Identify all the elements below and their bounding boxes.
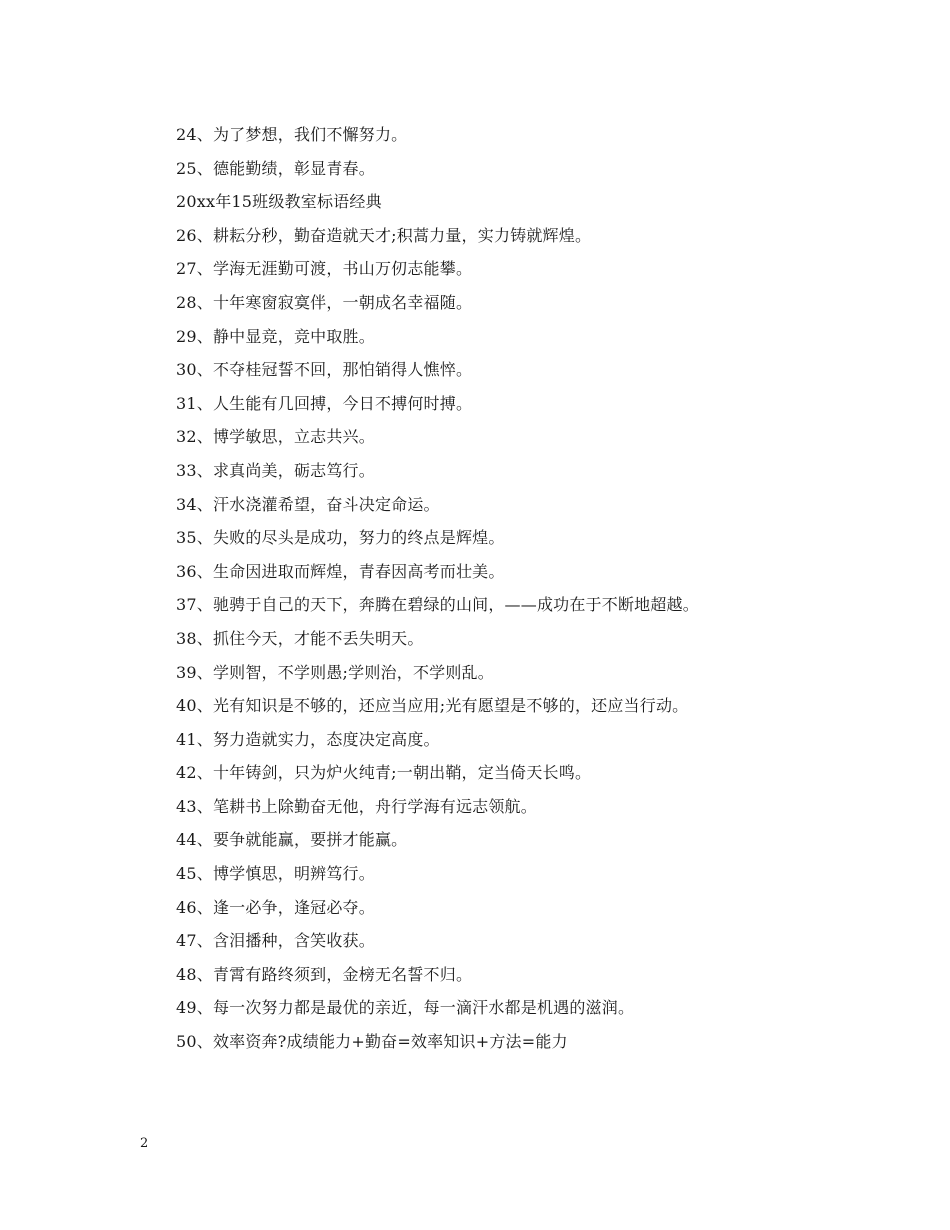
list-item: 28、十年寒窗寂寞伴，一朝成名幸福随。 — [176, 292, 473, 312]
slogan-list — [176, 118, 876, 1059]
list-item: 36、生命因进取而辉煌，青春因高考而壮美。 — [176, 561, 505, 581]
list-item: 39、学则智，不学则愚;学则治，不学则乱。 — [176, 662, 494, 682]
list-item: 29、静中显竞，竞中取胜。 — [176, 326, 375, 346]
list-item: 50、效率资奔?成绩能力+勤奋=效率知识+方法=能力 — [176, 1032, 568, 1052]
list-item: 48、青霄有路终须到，金榜无名誓不归。 — [176, 964, 473, 984]
list-item: 24、为了梦想，我们不懈努力。 — [176, 125, 408, 144]
list-item: 44、要争就能赢，要拼才能赢。 — [176, 830, 408, 850]
list-item: 42、十年铸剑，只为炉火纯青;一朝出鞘，定当倚天长鸣。 — [176, 763, 592, 783]
list-item: 43、笔耕书上除勤奋无他，舟行学海有远志领航。 — [176, 796, 537, 816]
section-heading: 20xx年15班级教室标语经典 — [176, 192, 382, 212]
list-item: 41、努力造就实力，态度决定高度。 — [176, 729, 440, 749]
list-item: 35、失败的尽头是成功，努力的终点是辉煌。 — [176, 528, 505, 548]
list-item: 40、光有知识是不够的，还应当应用;光有愿望是不够的，还应当行动。 — [176, 696, 689, 716]
page-number: 2 — [140, 1136, 149, 1151]
list-item: 26、耕耘分秒，勤奋造就天才;积蒿力量，实力铸就辉煌。 — [176, 225, 592, 245]
list-item: 47、含泪播种，含笑收获。 — [176, 931, 375, 951]
list-item: 32、博学敏思，立志共兴。 — [176, 427, 375, 447]
list-item: 33、求真尚美，砺志笃行。 — [176, 460, 375, 480]
list-item: 38、抓住今天，才能不丢失明天。 — [176, 628, 424, 648]
list-item: 49、每一次努力都是最优的亲近，每一滴汗水都是机遇的滋润。 — [176, 998, 635, 1018]
list-item: 30、不夺桂冠誓不回，那怕销得人憔悴。 — [176, 360, 473, 380]
list-item: 37、驰骋于自己的天下，奔腾在碧绿的山间，——成功在于不断地超越。 — [176, 595, 699, 615]
list-item: 34、汗水浇灌希望，奋斗决定命运。 — [176, 494, 440, 514]
list-item: 31、人生能有几回搏，今日不搏何时搏。 — [176, 393, 473, 413]
list-item: 46、逢一必争，逢冠必夺。 — [176, 897, 375, 917]
list-item: 27、学海无涯勤可渡，书山万仞志能攀。 — [176, 259, 473, 279]
list-item: 25、德能勤绩，彰显青春。 — [176, 158, 375, 178]
list-item: 45、博学慎思，明辨笃行。 — [176, 864, 375, 884]
